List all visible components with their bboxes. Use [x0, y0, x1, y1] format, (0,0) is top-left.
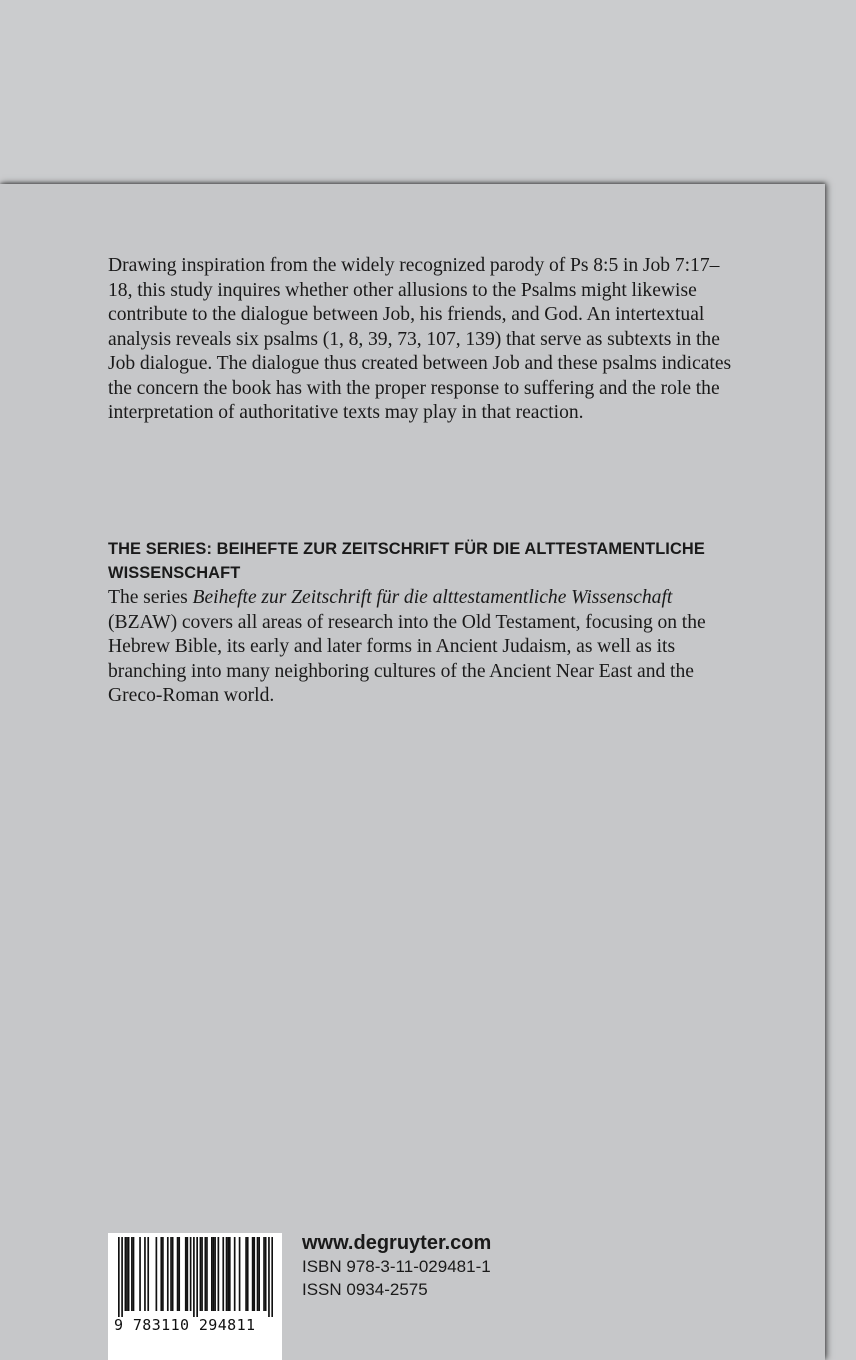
barcode-bar: [268, 1237, 270, 1317]
top-background: [0, 0, 856, 184]
barcode-bar: [172, 1237, 174, 1311]
series-text-body: (BZAW) covers all areas of research into the Old Testament, focusing on the Hebrew Bible, its early and later forms in Ancient Judaism, as well as its branching into many neighboring cultures of the Ancient Near East and the Greco-Roman world.: [108, 611, 706, 706]
publisher-url: www.degruyter.com: [302, 1232, 492, 1254]
barcode-bar: [222, 1237, 224, 1311]
barcode-bar: [258, 1237, 260, 1311]
series-text-intro: The series: [108, 587, 193, 608]
barcode-bar: [167, 1237, 169, 1311]
barcode-bar: [133, 1237, 135, 1311]
barcode-bar: [252, 1237, 254, 1311]
barcode-bar: [162, 1237, 164, 1311]
barcode-bar: [190, 1237, 192, 1311]
barcode-bar: [196, 1237, 198, 1317]
barcode-bar: [170, 1237, 172, 1311]
barcode-bar: [144, 1237, 146, 1311]
barcode-bar: [178, 1237, 180, 1311]
barcode-bar: [234, 1237, 236, 1311]
book-description: Drawing inspiration from the widely recognized parody of Ps 8:5 in Job 7:17–18, this study inquires whether other allusions to the Psalms might likewise contribute to the dialogue between Job, his friends, and God. An intertextual analysis reveals six psalms (1, 8, 39, 73, 107, 139) that serve as subtexts in the Job dialogue. The dialogue thus created between Job and these psalms indicates the concern the book has with the proper response to suffering and the role the interpretation of authoritative texts may play in that reaction.: [108, 255, 732, 423]
barcode: [108, 1233, 282, 1360]
series-description: [108, 586, 733, 709]
barcode-bar: [201, 1237, 203, 1311]
barcode-bar: [204, 1237, 206, 1311]
barcode-bar: [226, 1237, 228, 1311]
barcode-bar: [200, 1237, 202, 1311]
barcode-bar: [211, 1237, 213, 1311]
barcode-bar: [121, 1237, 123, 1317]
series-title: Beihefte zur Zeitschrift für die alttestamentliche Wissenschaft: [192, 587, 673, 608]
barcode-bar: [131, 1237, 133, 1311]
barcode-bar: [128, 1237, 130, 1311]
barcode-bar: [213, 1237, 215, 1311]
barcode-bar: [265, 1237, 267, 1311]
series-heading: THE SERIES: BEIHEFTE ZUR ZEITSCHRIFT FÜR DIE ALTTESTAMENTLICHE WISSENSCHAFT: [108, 540, 705, 582]
barcode-bar: [126, 1237, 128, 1311]
barcode-bar: [206, 1237, 208, 1311]
barcode-bar: [263, 1237, 265, 1311]
barcode-bar: [271, 1237, 273, 1317]
barcode-bars: [118, 1237, 273, 1317]
barcode-bar: [187, 1237, 189, 1311]
barcode-bar: [185, 1237, 187, 1311]
barcode-bar: [214, 1237, 216, 1311]
barcode-bar: [147, 1237, 149, 1311]
barcode-bar: [139, 1237, 141, 1311]
isbn-number: ISBN 978-3-11-029481-1: [302, 1257, 491, 1276]
barcode-bar: [125, 1237, 127, 1311]
barcode-bar: [177, 1237, 179, 1311]
barcode-bar: [227, 1237, 229, 1311]
barcode-bar: [257, 1237, 259, 1311]
barcode-bar: [245, 1237, 247, 1311]
barcode-bar: [193, 1237, 195, 1317]
barcode-bar: [218, 1237, 220, 1311]
barcode-bar: [118, 1237, 120, 1317]
barcode-bar: [160, 1237, 162, 1311]
barcode-bar: [247, 1237, 249, 1311]
issn-number: ISSN 0934-2575: [302, 1280, 428, 1299]
barcode-bar: [253, 1237, 255, 1311]
barcode-bar: [156, 1237, 158, 1311]
barcode-bar: [239, 1237, 241, 1311]
barcode-digits: 9 783110 294811: [114, 1316, 256, 1334]
barcode-bar: [229, 1237, 231, 1311]
